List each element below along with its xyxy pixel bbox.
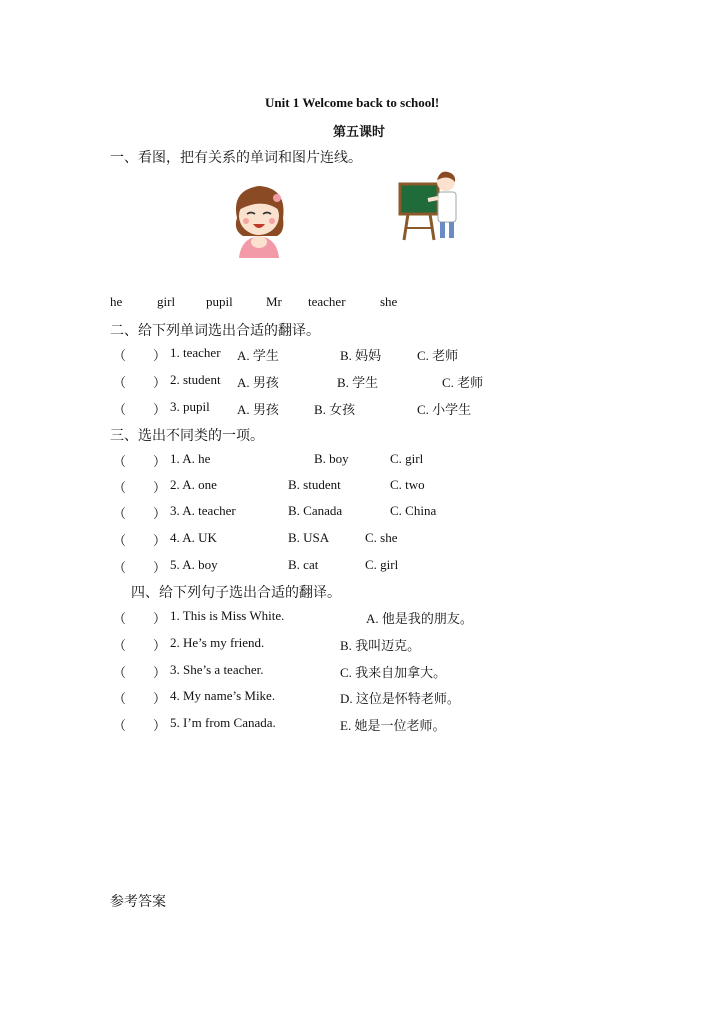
question-text: 1. A. he xyxy=(170,451,211,466)
answer-paren-open: （ xyxy=(113,454,127,469)
answer-paren-close: ） xyxy=(153,560,167,575)
part4-heading: 四、给下列句子选出合适的翻译。 xyxy=(131,586,341,601)
option-b: B. student xyxy=(288,477,341,492)
question-row xyxy=(0,372,724,392)
question-text: 2. He’s my friend. xyxy=(170,635,265,650)
answer-paren-close: ） xyxy=(153,506,167,521)
option-a: A. 男孩 xyxy=(237,375,279,390)
question-text: 2. A. one xyxy=(170,477,217,492)
answer-paren-open: （ xyxy=(113,665,127,680)
option-b: B. 妈妈 xyxy=(340,348,382,363)
option-a: A. 男孩 xyxy=(237,402,279,417)
answer-paren-open: （ xyxy=(113,638,127,653)
word-item: girl xyxy=(157,294,176,309)
question-text: 5. I’m from Canada. xyxy=(170,715,276,730)
option-b: B. Canada xyxy=(288,503,343,518)
question-row xyxy=(0,451,724,471)
option-b: B. boy xyxy=(314,451,349,466)
option-b: B. 学生 xyxy=(337,375,379,390)
question-text: 5. A. boy xyxy=(170,557,218,572)
lesson-title: 第五课时 xyxy=(333,124,386,139)
question-row xyxy=(0,715,724,735)
translation-option: C. 我来自加拿大。 xyxy=(340,665,447,680)
option-c: C. she xyxy=(365,530,398,545)
translation-option: B. 我叫迈克。 xyxy=(340,638,421,653)
option-c: C. China xyxy=(390,503,437,518)
question-row xyxy=(0,399,724,419)
word-row xyxy=(0,294,724,314)
answer-paren-open: （ xyxy=(113,402,127,417)
answer-paren-close: ） xyxy=(153,611,167,626)
word-item: Mr xyxy=(266,294,282,309)
word-item: teacher xyxy=(308,294,346,309)
answers-heading: 参考答案 xyxy=(110,895,166,910)
answer-paren-close: ） xyxy=(153,638,167,653)
answer-paren-open: （ xyxy=(113,560,127,575)
question-text: 3. pupil xyxy=(170,399,210,414)
answer-paren-open: （ xyxy=(113,375,127,390)
answer-paren-close: ） xyxy=(153,718,167,733)
translation-option: E. 她是一位老师。 xyxy=(340,718,446,733)
teacher-blackboard-icon xyxy=(398,170,464,242)
question-text: 4. A. UK xyxy=(170,530,217,545)
answer-paren-close: ） xyxy=(153,348,167,363)
answer-paren-close: ） xyxy=(153,665,167,680)
translation-option: D. 这位是怀特老师。 xyxy=(340,691,460,706)
answer-paren-open: （ xyxy=(113,480,127,495)
question-text: 4. My name’s Mike. xyxy=(170,688,276,703)
question-row xyxy=(0,662,724,682)
question-row xyxy=(0,345,724,365)
question-text: 2. student xyxy=(170,372,221,387)
part2-heading: 二、给下列单词选出合适的翻译。 xyxy=(110,324,320,339)
question-row xyxy=(0,608,724,628)
option-b: B. USA xyxy=(288,530,330,545)
answer-paren-close: ） xyxy=(153,375,167,390)
word-item: she xyxy=(380,294,398,309)
word-item: he xyxy=(110,294,123,309)
option-c: C. 老师 xyxy=(442,375,484,390)
option-c: C. girl xyxy=(365,557,399,572)
option-c: C. girl xyxy=(390,451,424,466)
part3-heading: 三、选出不同类的一项。 xyxy=(110,429,264,444)
question-text: 3. A. teacher xyxy=(170,503,236,518)
question-row xyxy=(0,688,724,708)
translation-option: A. 他是我的朋友。 xyxy=(366,611,473,626)
option-c: C. 小学生 xyxy=(417,402,472,417)
option-b: B. cat xyxy=(288,557,319,572)
question-row xyxy=(0,503,724,523)
part1-heading: 一、看图，把有关系的单词和图片连线。 xyxy=(110,151,362,166)
question-row xyxy=(0,530,724,550)
answer-paren-close: ） xyxy=(153,691,167,706)
word-item: pupil xyxy=(206,294,233,309)
answer-paren-close: ） xyxy=(153,402,167,417)
question-text: 3. She’s a teacher. xyxy=(170,662,264,677)
option-c: C. 老师 xyxy=(417,348,459,363)
answer-paren-close: ） xyxy=(153,454,167,469)
option-a: A. 学生 xyxy=(237,348,279,363)
page-title: Unit 1 Welcome back to school! xyxy=(265,95,440,110)
option-c: C. two xyxy=(390,477,425,492)
answer-paren-close: ） xyxy=(153,533,167,548)
answer-paren-open: （ xyxy=(113,506,127,521)
option-b: B. 女孩 xyxy=(314,402,356,417)
answer-paren-open: （ xyxy=(113,718,127,733)
answer-paren-close: ） xyxy=(153,480,167,495)
answer-paren-open: （ xyxy=(113,533,127,548)
answer-paren-open: （ xyxy=(113,691,127,706)
question-text: 1. teacher xyxy=(170,345,221,360)
question-row xyxy=(0,477,724,497)
answer-paren-open: （ xyxy=(113,348,127,363)
girl-cartoon-icon xyxy=(225,180,295,258)
question-row xyxy=(0,557,724,577)
question-row xyxy=(0,635,724,655)
answer-paren-open: （ xyxy=(113,611,127,626)
question-text: 1. This is Miss White. xyxy=(170,608,285,623)
